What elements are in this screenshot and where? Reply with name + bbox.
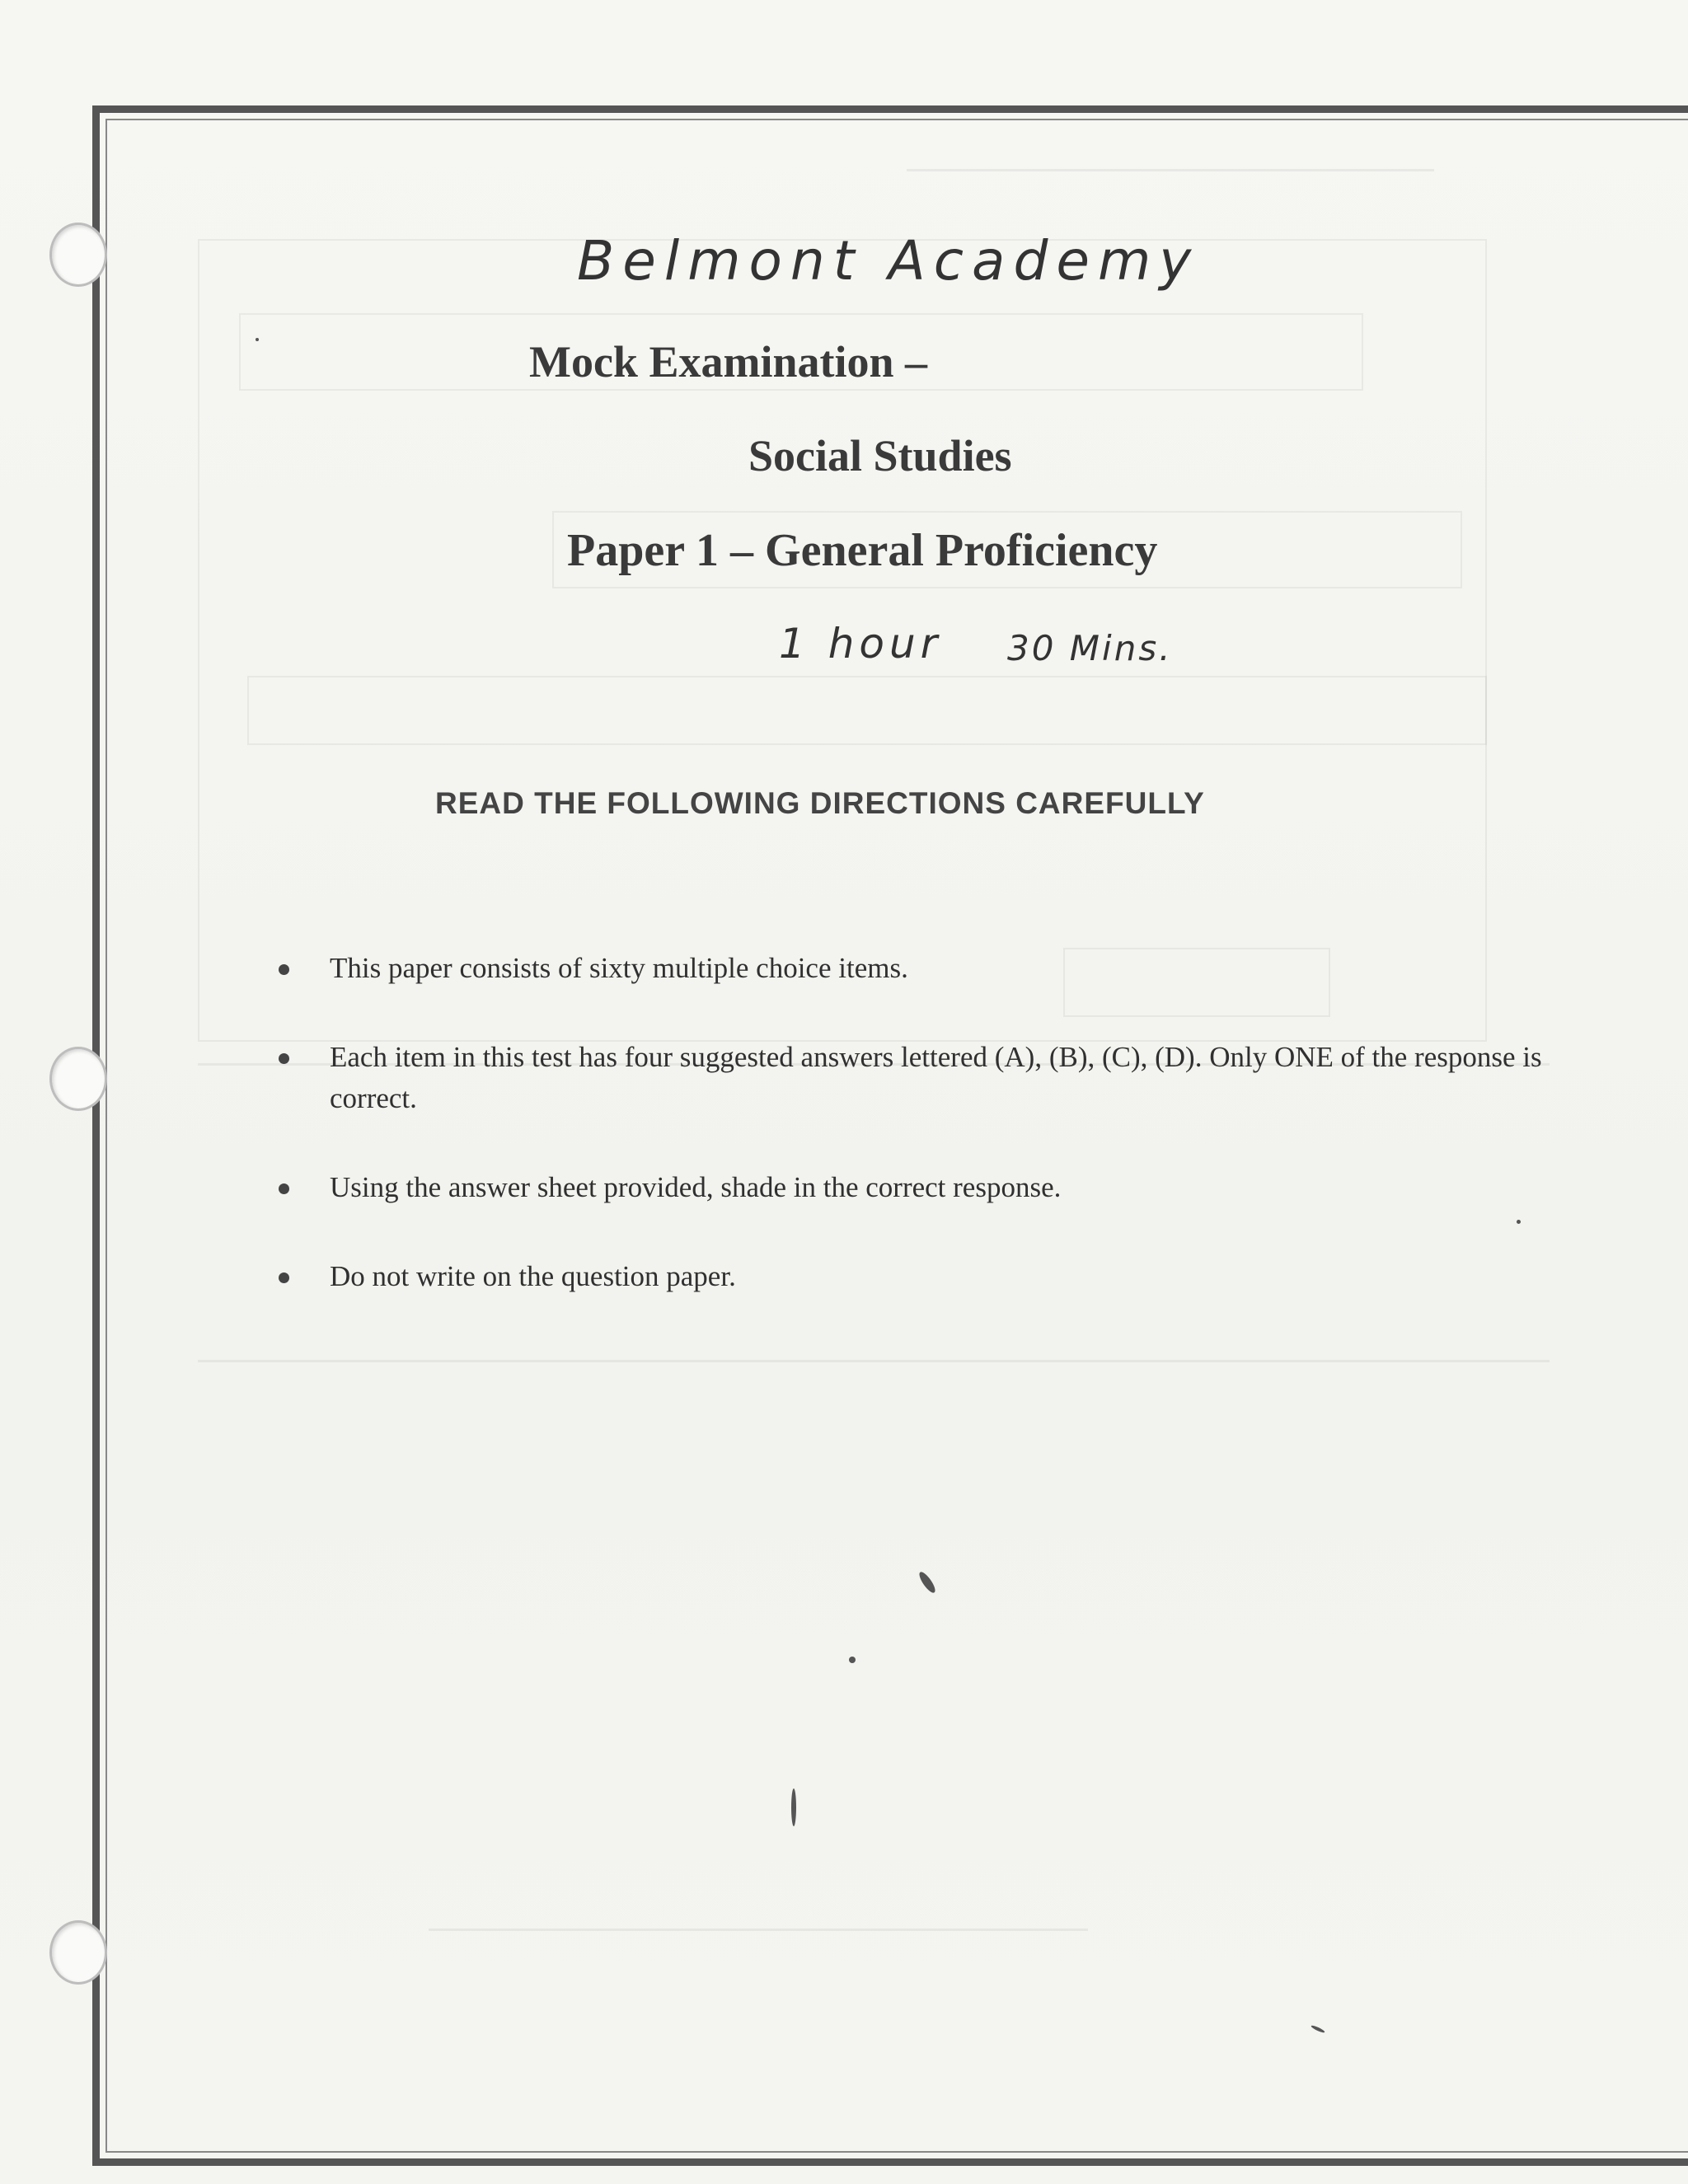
bullet-icon — [279, 1183, 289, 1194]
scan-speck — [256, 338, 259, 341]
exam-paper: Paper 1 – General Proficiency — [567, 525, 1158, 576]
list-item — [272, 1256, 1582, 1297]
bullet-icon — [279, 1272, 289, 1283]
directions-heading: READ THE FOLLOWING DIRECTIONS CAREFULLY — [435, 786, 1205, 820]
exam-title: Mock Examination – — [529, 337, 928, 387]
exam-subject: Social Studies — [748, 431, 1012, 480]
school-name-handwritten: Belmont Academy — [577, 229, 1200, 293]
direction-text: Using the answer sheet provided, shade in the correct response. — [330, 1171, 1062, 1203]
bullet-icon — [279, 964, 289, 975]
list-item — [272, 1037, 1582, 1119]
list-item — [272, 948, 1582, 989]
direction-text: Do not write on the question paper. — [330, 1260, 736, 1292]
punch-hole — [49, 1047, 107, 1111]
scan-speck — [791, 1788, 796, 1826]
bullet-icon — [279, 1053, 289, 1064]
scan-speck — [1517, 1220, 1521, 1224]
direction-text: Each item in this test has four suggested answers lettered (A), (B), (C), (D). Only ONE of the response is correct. — [330, 1041, 1542, 1114]
duration-minutes-handwritten: 30 Mins. — [1007, 628, 1173, 668]
punch-hole — [49, 223, 107, 287]
scan-speck — [849, 1657, 856, 1663]
duration-hours-handwritten: 1 hour — [779, 620, 943, 668]
list-item — [272, 1167, 1582, 1208]
punch-hole — [49, 1920, 107, 1985]
directions-list — [272, 948, 1582, 1345]
direction-text: This paper consists of sixty multiple choice items. — [330, 952, 908, 984]
